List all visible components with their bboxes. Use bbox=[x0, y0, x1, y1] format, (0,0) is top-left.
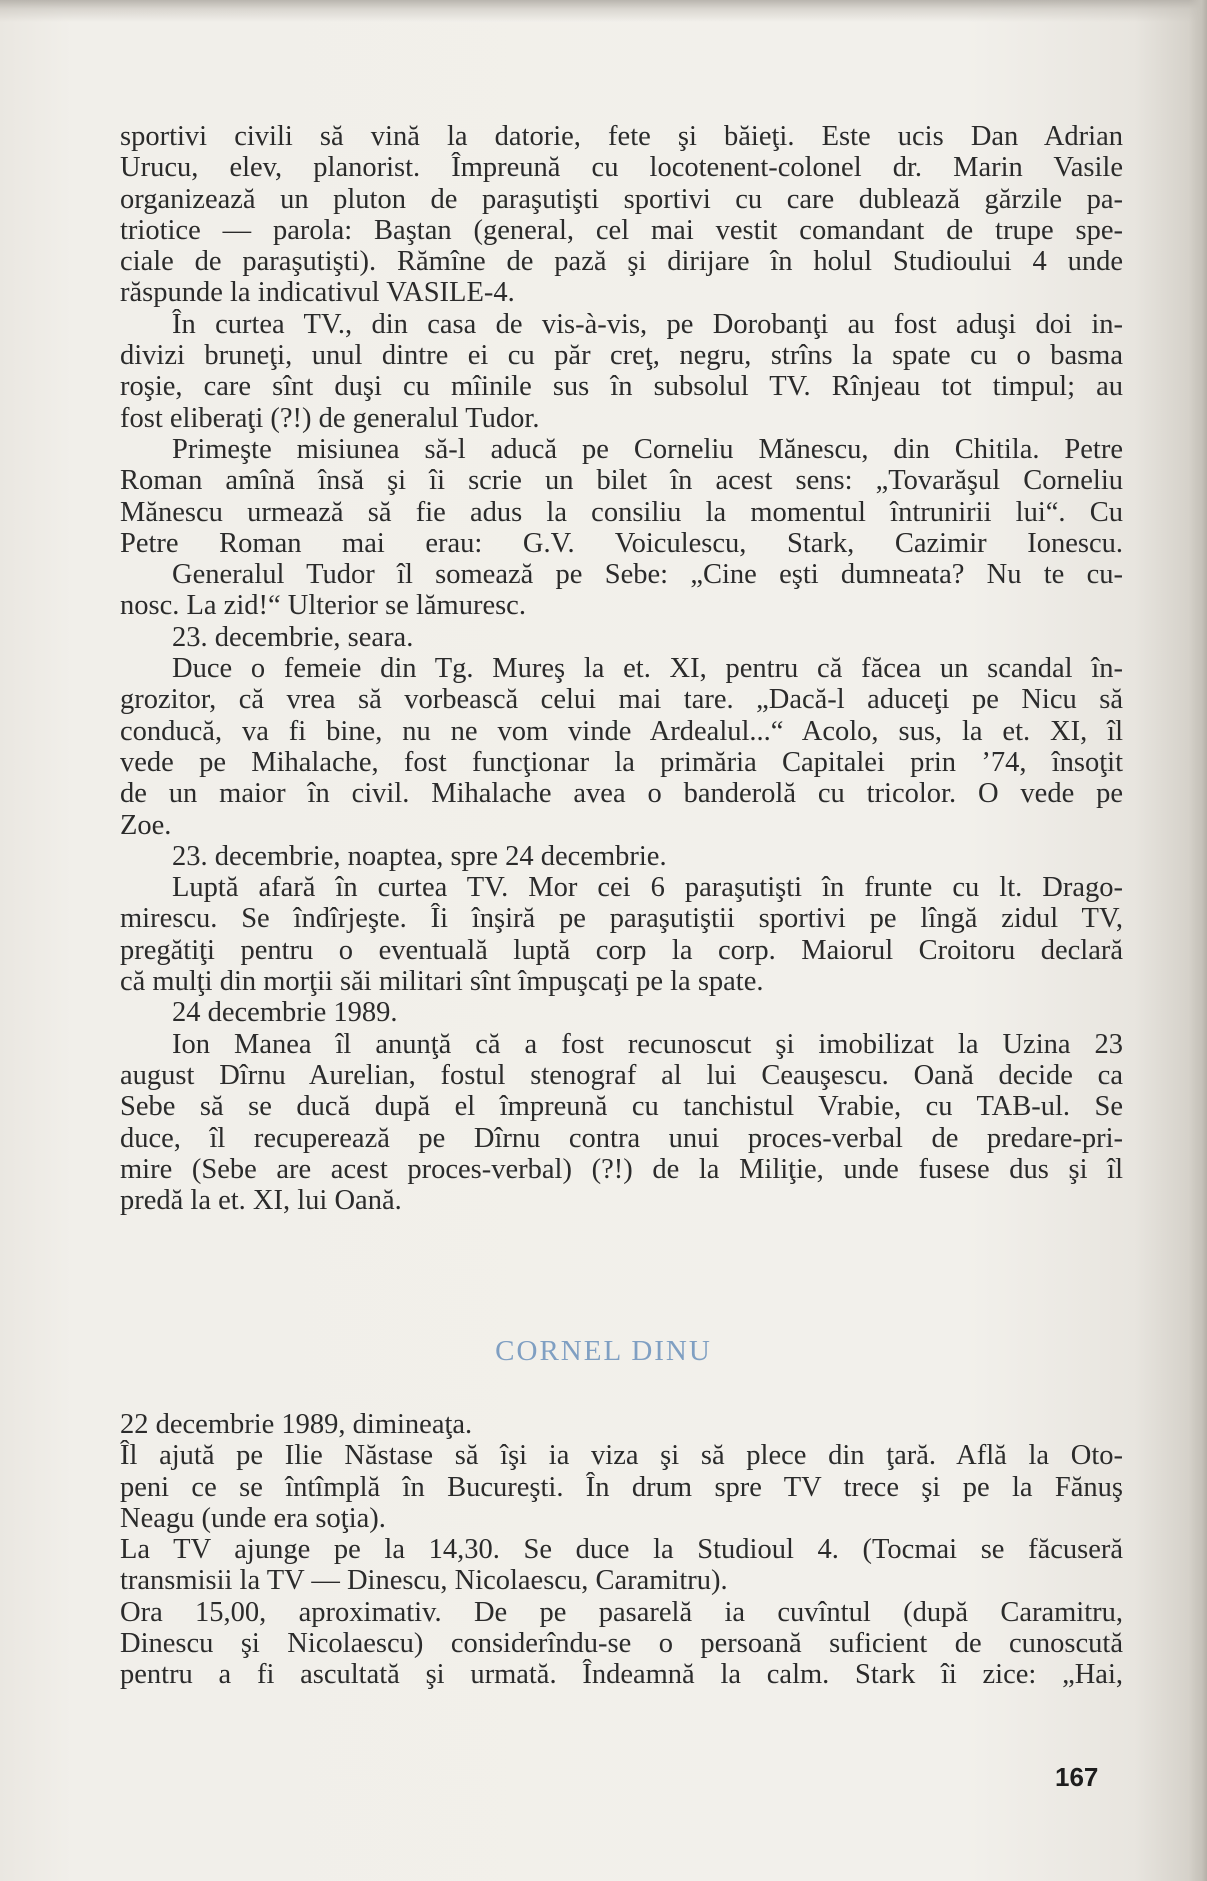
text-line: 22 decembrie 1989, dimineaţa. bbox=[120, 1409, 473, 1440]
text-line: mirescu. Se îndîrjeşte. Îi înşiră pe paraşutiştii sportivi pe lîngă zidul TV, bbox=[120, 903, 1123, 935]
text-line: La TV ajunge pe la 14,30. Se duce la Studioul 4. (Tocmai se făcuseră bbox=[120, 1534, 1123, 1566]
text-line: Ion Manea îl anunţă că a fost recunoscut şi imobilizat la Uzina 23 bbox=[172, 1028, 1123, 1060]
text-line: vede pe Mihalache, fost funcţionar la primăria Capitalei prin ’74, însoţit bbox=[120, 746, 1123, 778]
text-line: Roman amînă însă şi îi scrie un bilet în acest sens: „Tovarăşul Corneliu bbox=[120, 465, 1123, 497]
text-line: roşie, care sînt duşi cu mîinile sus în subsolul TV. Rînjeau tot timpul; au bbox=[120, 371, 1123, 403]
body-text-section-1 bbox=[120, 121, 1123, 1216]
text-line: pregătiţi pentru o eventuală luptă corp la corp. Maiorul Croitoru declară bbox=[120, 934, 1123, 966]
text-line: Neagu (unde era soţia). bbox=[120, 1502, 386, 1534]
text-line: grozitor, că vrea să vorbească celui mai tare. „Dacă-l aduceţi pe Nicu să bbox=[120, 684, 1123, 716]
text-line: Luptă afară în curtea TV. Mor cei 6 paraşutişti în frunte cu lt. Drago- bbox=[172, 872, 1123, 904]
text-line: Ora 15,00, aproximativ. De pe pasarelă ia cuvîntul (după Caramitru, bbox=[120, 1596, 1123, 1628]
text-line: divizi bruneţi, unul dintre ei cu păr creţ, negru, strîns la spate cu o basma bbox=[120, 340, 1123, 372]
text-line: conducă, va fi bine, nu ne vom vinde Ardealul...“ Acolo, sus, la et. XI, îl bbox=[120, 715, 1123, 747]
text-line: nosc. La zid!“ Ulterior se lămuresc. bbox=[120, 590, 526, 622]
text-line: Duce o femeie din Tg. Mureş la et. XI, pentru că făcea un scandal în- bbox=[172, 653, 1123, 685]
page-right-edge bbox=[1189, 0, 1207, 1881]
text-line: Îl ajută pe Ilie Năstase să îşi ia viza şi să plece din ţară. Află la Oto- bbox=[120, 1440, 1123, 1472]
text-line: pentru a fi ascultată şi urmată. Îndeamnă la calm. Stark îi zice: „Hai, bbox=[120, 1659, 1123, 1691]
text-line: mire (Sebe are acest proces-verbal) (?!) de la Miliţie, unde fusese dus şi îl bbox=[120, 1153, 1123, 1185]
text-line: transmisii la TV — Dinescu, Nicolaescu, Caramitru). bbox=[120, 1565, 728, 1597]
page-top-shadow bbox=[0, 0, 1207, 22]
text-line: 23. decembrie, noaptea, spre 24 decembrie. bbox=[172, 840, 667, 872]
text-line: Zoe. bbox=[120, 809, 172, 841]
text-line: că mulţi din morţii săi militari sînt împuşcaţi pe la spate. bbox=[120, 966, 764, 998]
text-line: Urucu, elev, planorist. Împreună cu locotenent-colonel dr. Marin Vasile bbox=[120, 152, 1123, 184]
text-line: de un maior în civil. Mihalache avea o banderolă cu tricolor. O vede pe bbox=[120, 778, 1123, 810]
text-line: Sebe să se ducă după el împreună cu tanchistul Vrabie, cu TAB-ul. Se bbox=[120, 1091, 1123, 1123]
text-line: 23. decembrie, seara. bbox=[172, 621, 414, 653]
text-line: organizează un pluton de paraşutişti sportivi cu care dublează gărzile pa- bbox=[120, 183, 1123, 215]
section-heading: CORNEL DINU bbox=[495, 1335, 712, 1367]
text-line: sportivi civili să vină la datorie, fete şi băieţi. Este ucis Dan Adrian bbox=[120, 121, 1123, 152]
text-line: predă la et. XI, lui Oană. bbox=[120, 1185, 402, 1217]
body-text-section-2 bbox=[120, 1409, 1123, 1691]
text-line: august Dîrnu Aurelian, fostul stenograf al lui Ceauşescu. Oană decide ca bbox=[120, 1059, 1123, 1091]
text-line: Dinescu şi Nicolaescu) considerîndu-se o persoană suficient de cunoscută bbox=[120, 1628, 1123, 1660]
text-line: Mănescu urmează să fie adus la consiliu la momentul întrunirii lui“. Cu bbox=[120, 496, 1123, 528]
text-line: Primeşte misiunea să-l aducă pe Corneliu Mănescu, din Chitila. Petre bbox=[172, 433, 1123, 465]
text-line: răspunde la indicativul VASILE-4. bbox=[120, 277, 515, 309]
text-line: duce, îl recuperează pe Dîrnu contra unui proces-verbal de predare-pri- bbox=[120, 1122, 1123, 1154]
text-line: peni ce se întîmplă în Bucureşti. În drum spre TV trece şi pe la Fănuş bbox=[120, 1471, 1123, 1503]
text-line: ciale de paraşutişti). Rămîne de pază şi dirijare în holul Studioului 4 unde bbox=[120, 246, 1123, 278]
page-number: 167 bbox=[1055, 1762, 1099, 1792]
text-line: Petre Roman mai erau: G.V. Voiculescu, Stark, Cazimir Ionescu. bbox=[120, 527, 1123, 559]
text-line: Generalul Tudor îl somează pe Sebe: „Cine eşti dumneata? Nu te cu- bbox=[172, 559, 1123, 591]
text-line: fost eliberaţi (?!) de generalul Tudor. bbox=[120, 402, 540, 434]
text-line: 24 decembrie 1989. bbox=[172, 997, 398, 1029]
text-line: În curtea TV., din casa de vis-à-vis, pe Dorobanţi au fost aduşi doi in- bbox=[172, 308, 1123, 340]
text-line: triotice — parola: Baştan (general, cel mai vestit comandant de trupe spe- bbox=[120, 214, 1123, 246]
